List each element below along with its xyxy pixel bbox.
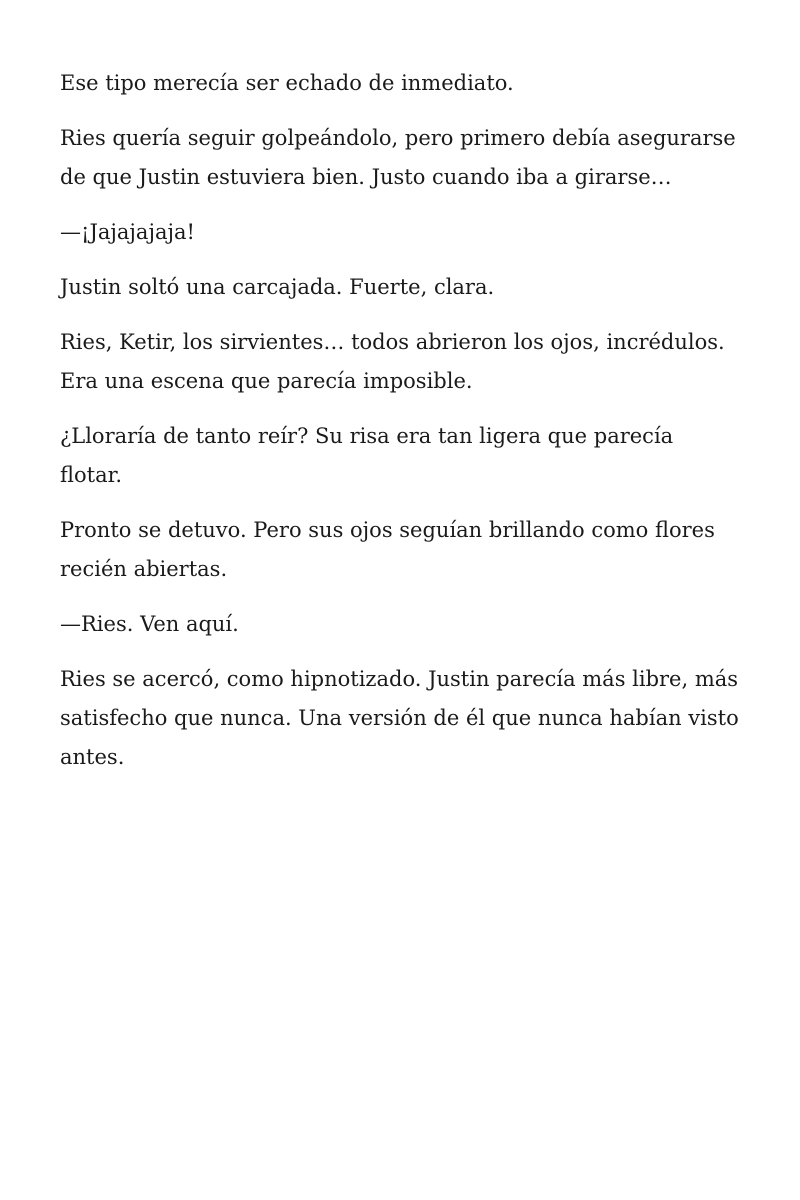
paragraph: Pronto se detuvo. Pero sus ojos seguían brillando como flores recién abiertas. <box>60 518 715 581</box>
paragraph: —¡Jajajajaja! <box>60 220 195 244</box>
paragraph: Justin soltó una carcajada. Fuerte, clara. <box>60 275 495 299</box>
paragraph: Ese tipo merecía ser echado de inmediato. <box>60 71 514 95</box>
paragraph: ¿Lloraría de tanto reír? Su risa era tan ligera que parecía flotar. <box>60 424 674 487</box>
paragraph: Ries, Ketir, los sirvientes… todos abrieron los ojos, incrédulos. Era una escena que parecía imposible. <box>60 330 725 393</box>
paragraph: Ries se acercó, como hipnotizado. Justin parecía más libre, más satisfecho que nunca. Una versión de él que nunca habían visto antes. <box>60 667 739 769</box>
paragraph: Ries quería seguir golpeándolo, pero primero debía asegurarse de que Justin estuviera bien. Justo cuando iba a girarse… <box>60 126 736 189</box>
reading-page <box>60 64 740 793</box>
paragraph: —Ries. Ven aquí. <box>60 612 239 636</box>
